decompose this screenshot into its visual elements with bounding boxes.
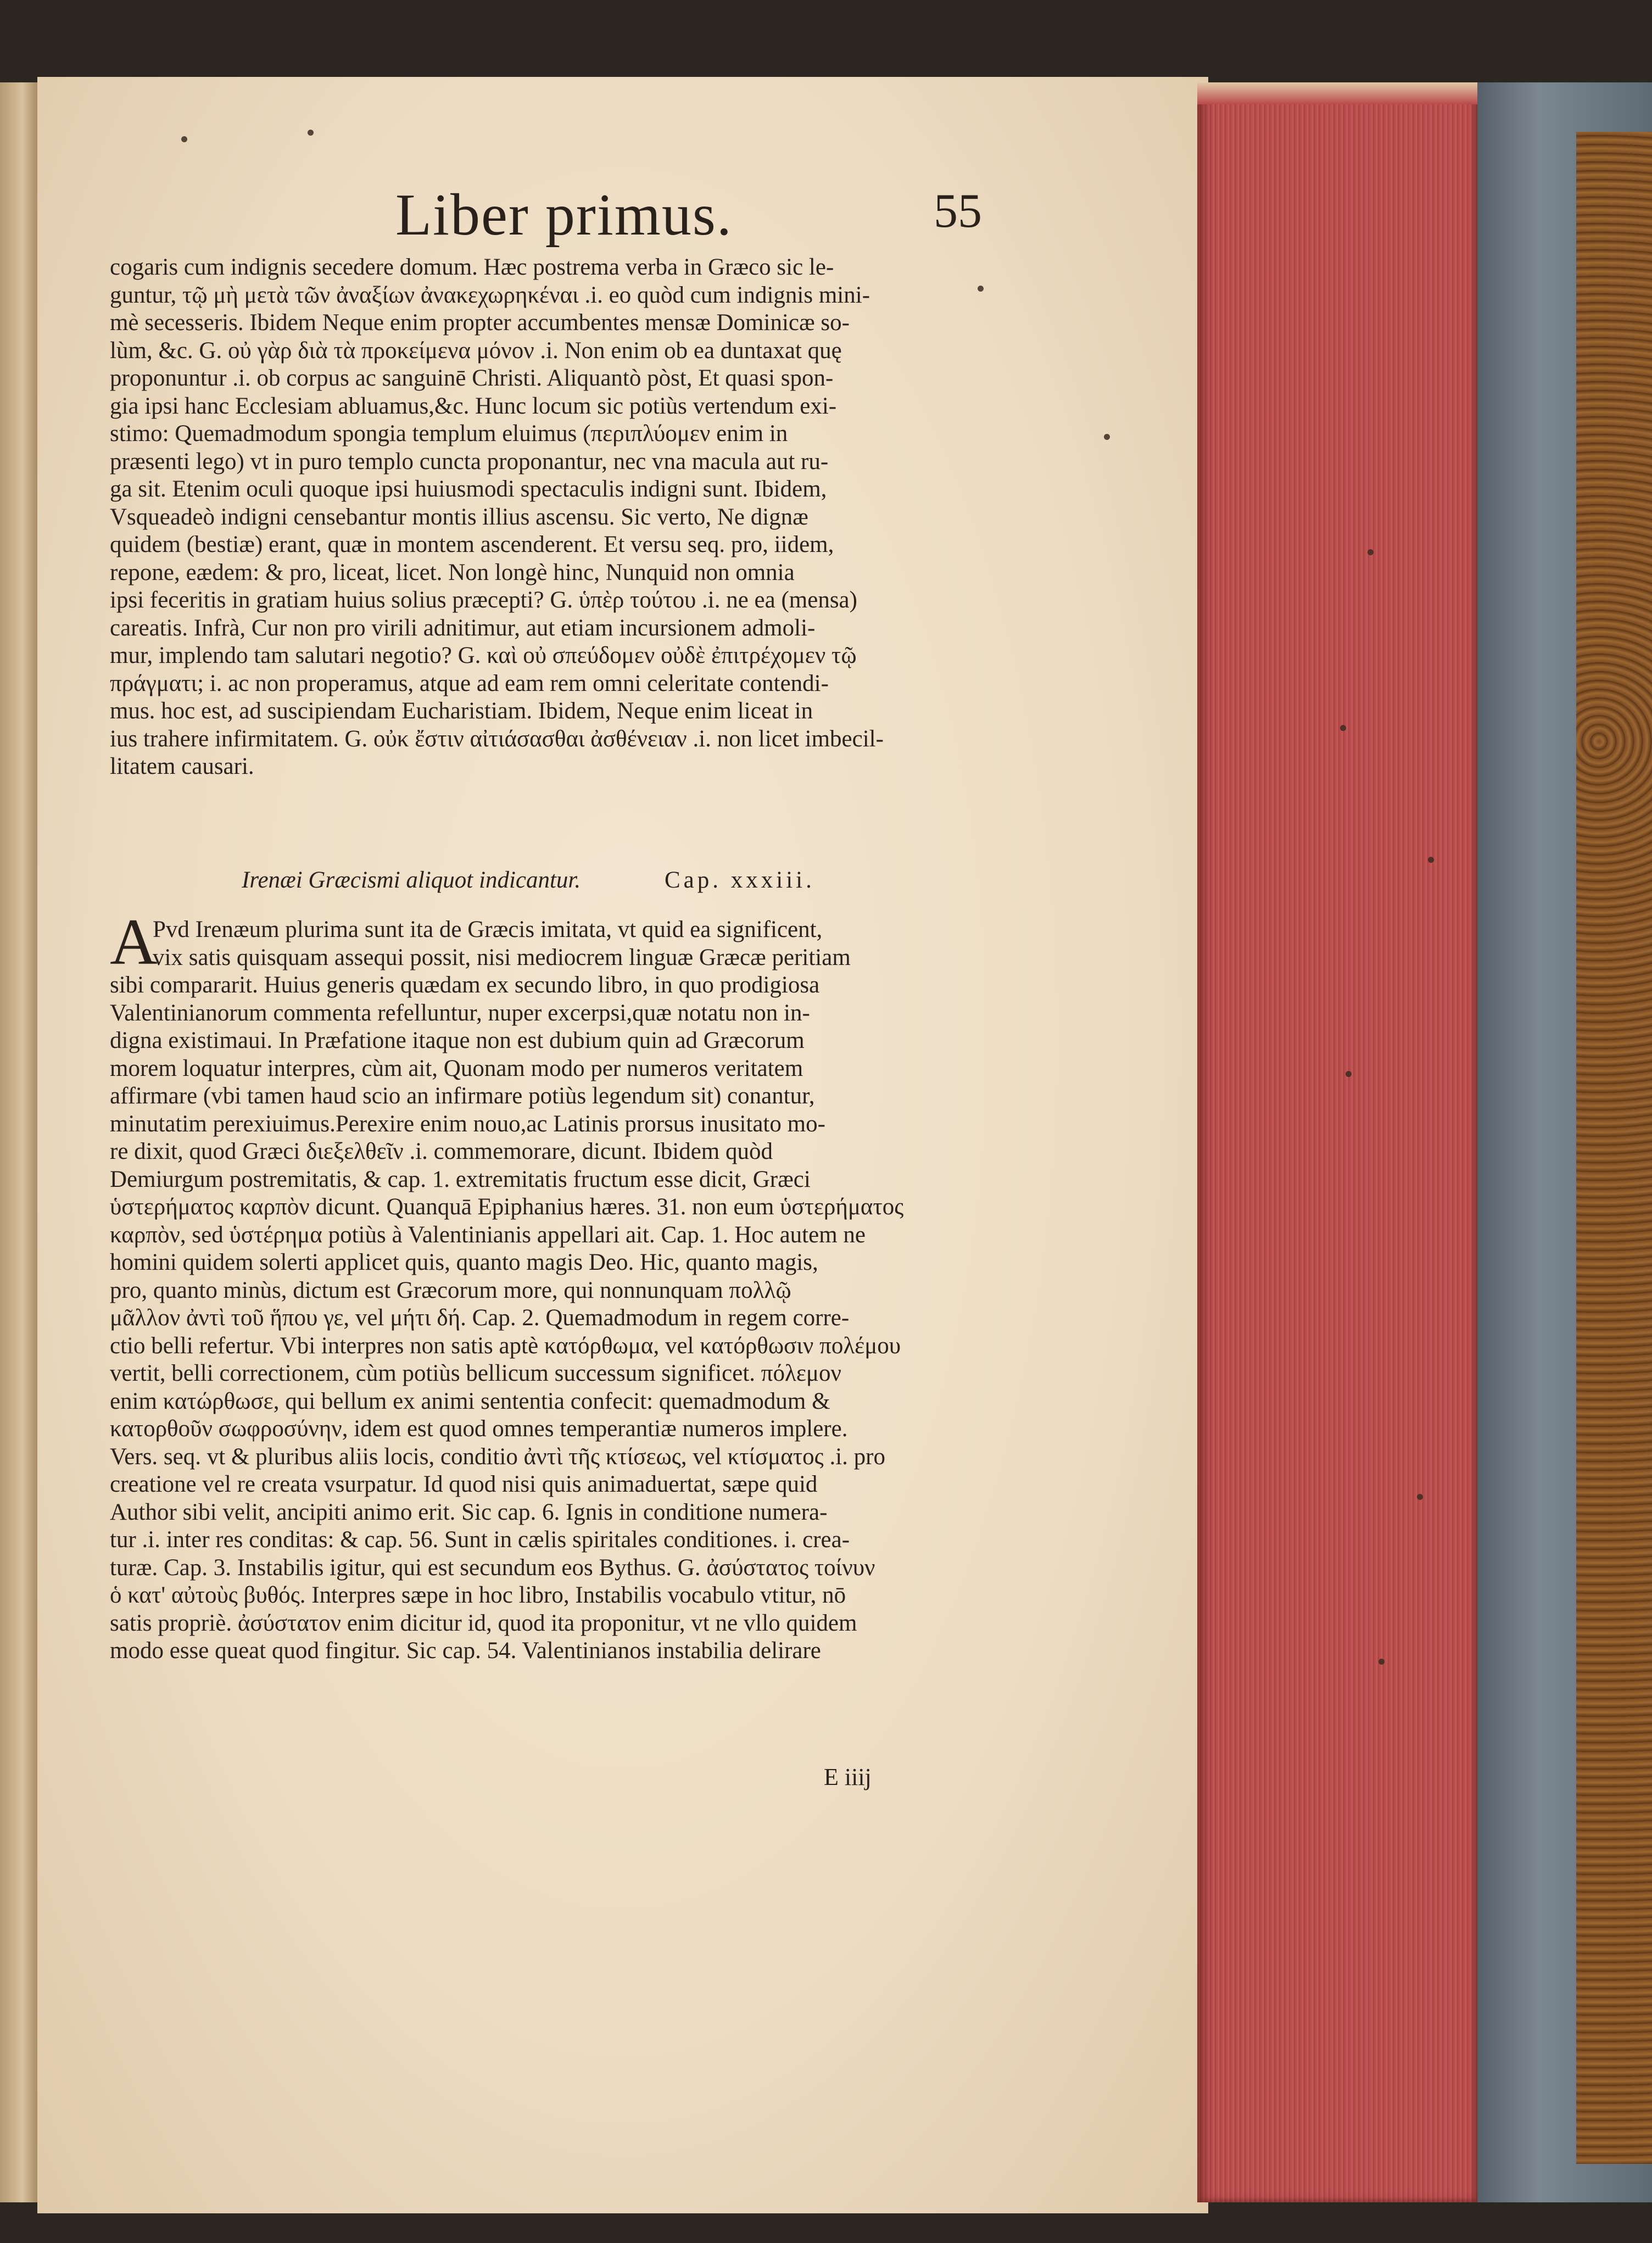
text-line: repone, eædem: & pro, liceat, licet. Non longè hinc, Nunquid non omnia bbox=[110, 559, 795, 585]
text-line: tur .i. inter res conditas: & cap. 56. Sunt in cælis spiritales conditiones. i. crea- bbox=[110, 1527, 850, 1553]
text-line: Pvd Irenæum plurima sunt ita de Græcis imitata, vt quid ea significent, bbox=[153, 917, 823, 942]
page-edges-top bbox=[1197, 82, 1477, 104]
text-line: ipsi feceritis in gratiam huius solius præcepti? G. ὑπὲρ τούτου .i. ne ea (mensa) bbox=[110, 587, 857, 613]
wormhole bbox=[1346, 1071, 1352, 1077]
wormhole bbox=[1340, 725, 1346, 731]
text-line: ὑστερήματος καρπὸν dicunt. Quanquā Epiphanius hæres. 31. non eum ὑστερήματος bbox=[110, 1194, 904, 1220]
facing-page-edge bbox=[0, 82, 39, 2202]
text-section-1 bbox=[110, 254, 994, 781]
text-line: πράγματι; i. ac non properamus, atque ad eam rem omni celeritate contendi- bbox=[110, 670, 829, 696]
text-line: ga sit. Etenim oculi quoque ipsi huiusmodi spectaculis indigni sunt. Ibidem, bbox=[110, 476, 827, 502]
text-line: Vsqueadeò indigni censebantur montis illius ascensu. Sic verto, Ne dignæ bbox=[110, 504, 808, 530]
text-line: digna existimaui. In Præfatione itaque non est dubium quin ad Græcorum bbox=[110, 1028, 805, 1053]
running-head: Liber primus. bbox=[395, 182, 733, 248]
text-line: quidem (bestiæ) erant, quæ in montem ascenderent. Et versu seq. pro, iidem, bbox=[110, 532, 834, 557]
text-line: litatem causari. bbox=[110, 754, 254, 779]
text-line: Vers. seq. vt & pluribus aliis locis, conditio ἀντὶ τῆς κτίσεως, vel κτίσματος .i. pro bbox=[110, 1443, 885, 1470]
text-line: enim κατώρθωσε, qui bellum ex animi sententia confecit: quemadmodum & bbox=[110, 1388, 830, 1414]
text-line: pro, quanto minùs, dictum est Græcorum more, qui nonnunquam πολλῷ bbox=[110, 1277, 791, 1303]
text-line: minutatim perexiuimus.Perexire enim nouo,ac Latinis prorsus inusitato mo- bbox=[110, 1111, 825, 1137]
text-line: ius trahere infirmitatem. G. οὐκ ἔστιν αἰτιάσασθαι ἀσθένειαν .i. non licet imbecil- bbox=[110, 726, 884, 752]
text-line: turæ. Cap. 3. Instabilis igitur, qui est secundum eos Bythus. G. ἀσύστατος τοίνυν bbox=[110, 1554, 875, 1581]
page-header bbox=[110, 181, 1000, 247]
text-line: vertit, belli correctionem, cùm potiùs bellicum successum significet. πόλεμον bbox=[110, 1360, 841, 1386]
text-line: homini quidem solerti applicet quis, quanto magis Deo. Hic, quanto magis, bbox=[110, 1249, 818, 1275]
text-line: Demiurgum postremitatis, & cap. 1. extremitatis fructum esse dicit, Græci bbox=[110, 1166, 811, 1192]
text-line: ὁ κατ' αὐτοὺς βυθός. Interpres sæpe in hoc libro, Instabilis vocabulo vtitur, nō bbox=[110, 1582, 846, 1608]
text-line: mur, implendo tam salutari negotio? G. καὶ οὐ σπεύδομεν οὐδὲ ἐπιτρέχομεν τῷ bbox=[110, 643, 857, 668]
wormhole bbox=[1378, 1659, 1385, 1665]
text-line: præsenti lego) vt in puro templo cuncta proponantur, nec vna macula aut ru- bbox=[110, 448, 829, 475]
wormhole bbox=[1104, 434, 1110, 440]
text-line: Valentinianorum commenta refelluntur, nuper excerpsi,quæ notatu non in- bbox=[110, 1000, 810, 1026]
wormhole bbox=[978, 286, 984, 292]
wormhole bbox=[308, 130, 314, 136]
chapter-heading bbox=[110, 867, 994, 900]
signature-mark: E iiij bbox=[824, 1764, 872, 1790]
text-line: gia ipsi hanc Ecclesiam abluamus,&c. Hunc locum sic potiùs vertendum exi- bbox=[110, 393, 837, 419]
text-line: modo esse queat quod fingitur. Sic cap. 54. Valentinianos instabilia delirare bbox=[110, 1638, 821, 1664]
text-line: proponuntur .i. ob corpus ac sanguinē Christi. Aliquantò pòst, Et quasi spon- bbox=[110, 365, 834, 391]
red-page-edges bbox=[1197, 82, 1477, 2202]
page-number: 55 bbox=[934, 185, 982, 238]
wormhole bbox=[1417, 1494, 1423, 1500]
text-line: affirmare (vbi tamen haud scio an infirmare potiùs legendum sit) conantur, bbox=[110, 1083, 815, 1109]
wormhole bbox=[181, 136, 187, 142]
text-line: καρπὸν, sed ὑστέρημα potiùs à Valentinianis appellari ait. Cap. 1. Hoc autem ne bbox=[110, 1221, 866, 1248]
text-line: μᾶλλον ἀντὶ τοῦ ἥπου γε, vel μήτι δή. Cap. 2. Quemadmodum in regem corre- bbox=[110, 1305, 850, 1331]
drop-cap: A bbox=[110, 905, 158, 978]
text-section-2 bbox=[110, 916, 994, 1665]
text-line: κατορθοῦν σωφροσύνην, idem est quod omnes temperantiæ numeros implere. bbox=[110, 1416, 848, 1442]
text-line: mè secesseris. Ibidem Neque enim propter accumbentes mensæ Dominicæ so- bbox=[110, 310, 850, 336]
text-line: cogaris cum indignis secedere domum. Hæc postrema verba in Græco sic le- bbox=[110, 254, 834, 280]
text-line: lùm, &c. G. οὐ γὰρ διὰ τὰ προκείμενα μόνον .i. Non enim ob ea duntaxat quę bbox=[110, 337, 842, 364]
text-line: careatis. Infrà, Cur non pro virili adnitimur, aut etiam incursionem admoli- bbox=[110, 615, 816, 641]
text-line: mus. hoc est, ad suscipiendam Eucharistiam. Ibidem, Neque enim liceat in bbox=[110, 698, 813, 724]
text-line: sibi compararit. Huius generis quædam ex secundo libro, in quo prodigiosa bbox=[110, 972, 820, 998]
text-line: creatione vel re creata vsurpatur. Id quod nisi quis animaduertat, sæpe quid bbox=[110, 1471, 818, 1497]
marbled-cover bbox=[1576, 132, 1652, 2164]
text-line: satis propriè. ἀσύστατον enim dicitur id, quod ita proponitur, vt ne vllo quidem bbox=[110, 1610, 857, 1636]
text-line: ctio belli refertur. Vbi interpres non satis aptè κατόρθωμα, vel κατόρθωσιν πολέμου bbox=[110, 1332, 901, 1359]
wormhole bbox=[1368, 549, 1374, 555]
text-line: vix satis quisquam assequi possit, nisi mediocrem linguæ Græcæ peritiam bbox=[153, 944, 851, 970]
chapter-number: Cap. xxxiii. bbox=[665, 867, 815, 893]
text-line: Author sibi velit, ancipiti animo erit. Sic cap. 6. Ignis in conditione numera- bbox=[110, 1499, 828, 1525]
text-line: guntur, τῷ μὴ μετὰ τῶν ἀναξίων ἀνακεχωρηκέναι .i. eo quòd cum indignis mini- bbox=[110, 282, 870, 308]
text-line: stimo: Quemadmodum spongia templum eluimus (περιπλύομεν enim in bbox=[110, 421, 788, 447]
text-line: morem loquatur interpres, cùm ait, Quonam modo per numeros veritatem bbox=[110, 1055, 803, 1081]
chapter-title: Irenæi Græcismi aliquot indicantur. bbox=[242, 867, 581, 893]
text-line: re dixit, quod Græci διεξελθεῖν .i. commemorare, dicunt. Ibidem quòd bbox=[110, 1139, 773, 1164]
wormhole bbox=[1428, 857, 1434, 863]
